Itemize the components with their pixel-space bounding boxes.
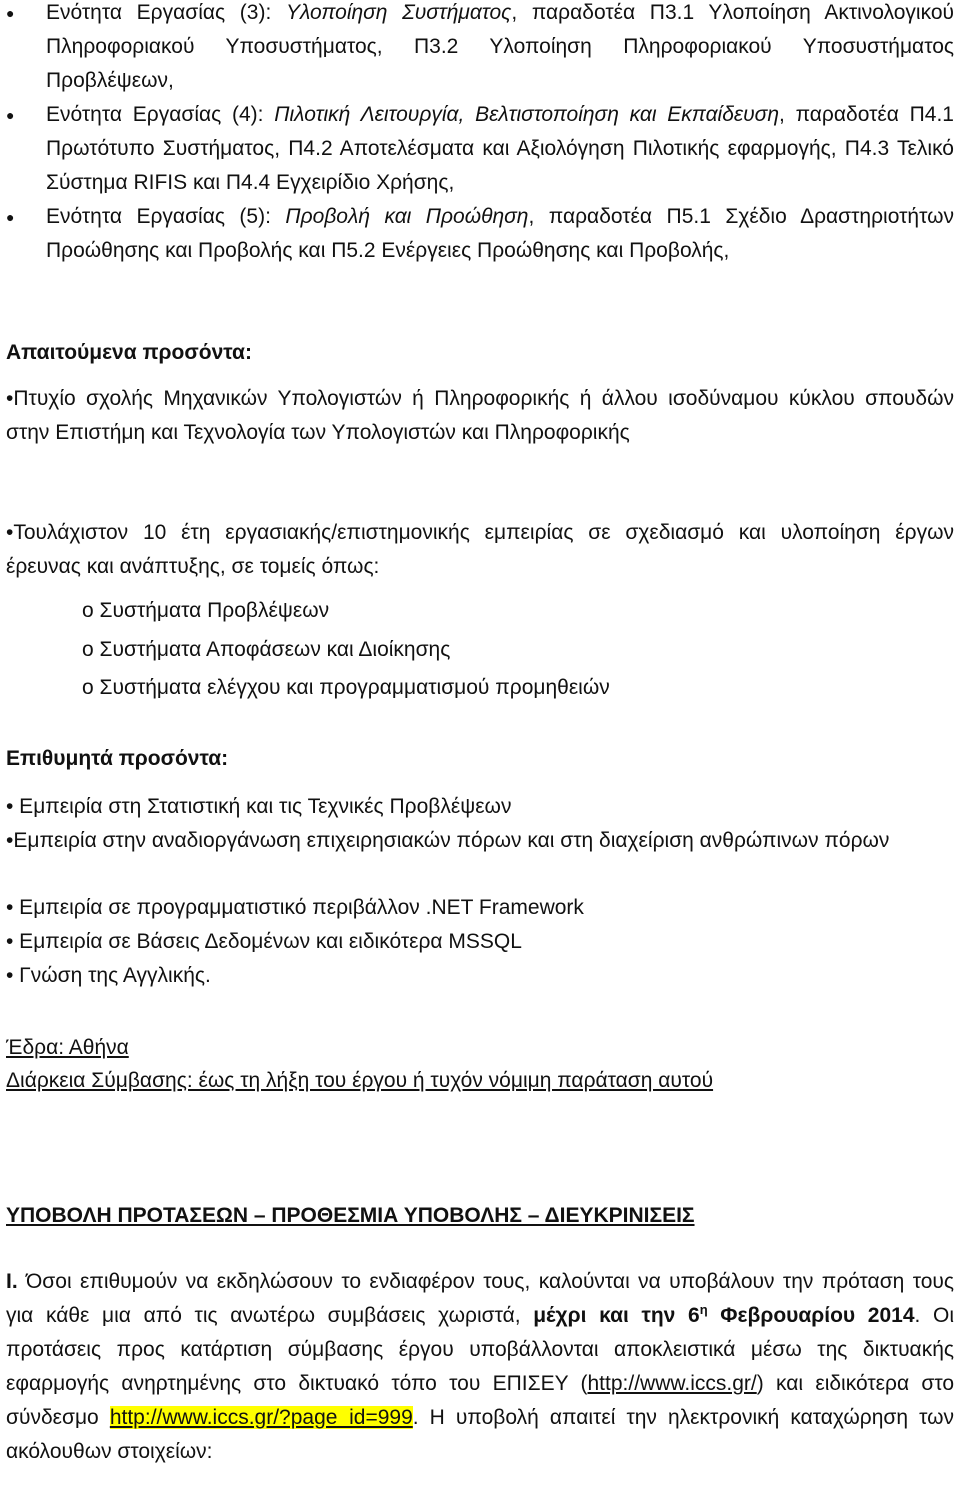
deadline-sup: η [699, 1302, 708, 1317]
wp-deliverables: , παραδοτέα Π5.1 Σχέδιο Δραστηριοτήτων Προώθησης και Προβολής και Π5.2 Ενέργειες Προώθησης και Προβολής, [46, 205, 954, 262]
required-sub-item: ο Συστήματα Προβλέψεων [82, 599, 330, 622]
wp-label: Ενότητα Εργασίας (4): [46, 103, 275, 126]
application-link[interactable]: http://www.iccs.gr/?page_id=999 [109, 1406, 413, 1429]
contract-duration: Διάρκεια Σύμβασης: έως τη λήξη του έργου ή τυχόν νόμιμη παράταση αυτού [6, 1069, 714, 1092]
deadline-text: μέχρι και την 6 [533, 1304, 700, 1327]
work-package-item [6, 200, 954, 268]
paragraph-text: . Οι προτάσεις προς κατάρτιση σύμβασης έργου υποβάλλονται αποκλειστικά μέσω της δικτυακής εφαρμογής ανηρτημένης στο δικτυακό τόπο του ΕΠΙΣΕΥ ( [6, 1304, 954, 1395]
wp-title: Υλοποίηση Συστήματος [285, 1, 512, 24]
paragraph-text: Όσοι επιθυμούν να εκδηλώσουν το ενδιαφέρον τους, καλούνται να υποβάλουν την πρόταση τους για κάθε μια από τις ανωτέρω συμβάσεις χωριστά, [6, 1270, 954, 1327]
wp-label: Ενότητα Εργασίας (3): [46, 1, 286, 24]
wp-title: Προβολή και Προώθηση [285, 205, 529, 228]
paragraph-number: Ι. [6, 1270, 18, 1293]
deadline-date: Φεβρουαρίου 2014 [707, 1304, 915, 1327]
submission-paragraph [6, 1265, 954, 1469]
wp-deliverables: , παραδοτέα Π4.1 Πρωτότυπο Συστήματος, Π4.2 Αποτελέσματα και Αξιολόγηση Πιλοτικής εφαρμογής, Π4.3 Τελικό Σύστημα RIFIS και Π4.4 Εγχειρίδιο Χρήσης, [46, 103, 954, 194]
required-sub-item: ο Συστήματα ελέγχου και προγραμματισμού προμηθειών [82, 676, 610, 699]
section-title: ΥΠΟΒΟΛΗ ΠΡΟΤΑΣΕΩΝ – ΠΡΟΘΕΣΜΙΑ ΥΠΟΒΟΛΗΣ – ΔΙΕΥΚΡΙΝΙΣΕΙΣ [6, 1204, 695, 1227]
desired-item: • Εμπειρία στη Στατιστική και τις Τεχνικές Προβλέψεων [6, 795, 512, 818]
work-package-item [6, 0, 954, 98]
desired-item: • Εμπειρία σε προγραμματιστικό περιβάλλον .NET Framework [6, 896, 584, 919]
location: Έδρα: Αθήνα [6, 1036, 129, 1059]
work-package-item [6, 98, 954, 200]
required-heading: Απαιτούμενα προσόντα: [6, 341, 252, 364]
required-item-experience: •Τουλάχιστον 10 έτη εργασιακής/επιστημονικής εμπειρίας σε σχεδιασμό και υλοποίηση έργων έρευνας και ανάπτυξης, σε τομείς όπως: [6, 521, 954, 578]
work-package-list [6, 0, 954, 268]
paragraph-text: ) και ειδικότερα στο σύνδεσμο [6, 1372, 955, 1429]
required-item-degree: •Πτυχίο σχολής Μηχανικών Υπολογιστών ή Πληροφορικής ή άλλου ισοδύναμου κύκλου σπουδών στην Επιστήμη και Τεχνολογία των Υπολογιστών και Πληροφορικής [6, 387, 954, 444]
wp-label: Ενότητα Εργασίας (5): [46, 205, 286, 228]
desired-item: • Γνώση της Αγγλικής. [6, 964, 211, 987]
iccs-link[interactable]: http://www.iccs.gr/ [587, 1372, 757, 1395]
desired-item: • Εμπειρία σε Βάσεις Δεδομένων και ειδικότερα MSSQL [6, 930, 522, 953]
wp-deliverables: , παραδοτέα Π3.1 Υλοποίηση Ακτινολογικού Πληροφοριακού Υποσυστήματος, Π3.2 Υλοποίηση Πληροφοριακού Υποσυστήματος Προβλέψεων, [46, 1, 954, 92]
desired-item: •Εμπειρία στην αναδιοργάνωση επιχειρησιακών πόρων και στη διαχείριση ανθρώπινων πόρων [6, 829, 890, 852]
deadline [533, 1304, 914, 1327]
paragraph-text: . Η υποβολή απαιτεί την ηλεκτρονική καταχώρηση των ακόλουθων στοιχείων: [6, 1406, 955, 1463]
desired-heading: Επιθυμητά προσόντα: [6, 747, 229, 770]
wp-title: Πιλοτική Λειτουργία, Βελτιστοποίηση και Εκπαίδευση [274, 103, 779, 126]
required-sub-item: ο Συστήματα Αποφάσεων και Διοίκησης [82, 638, 451, 661]
